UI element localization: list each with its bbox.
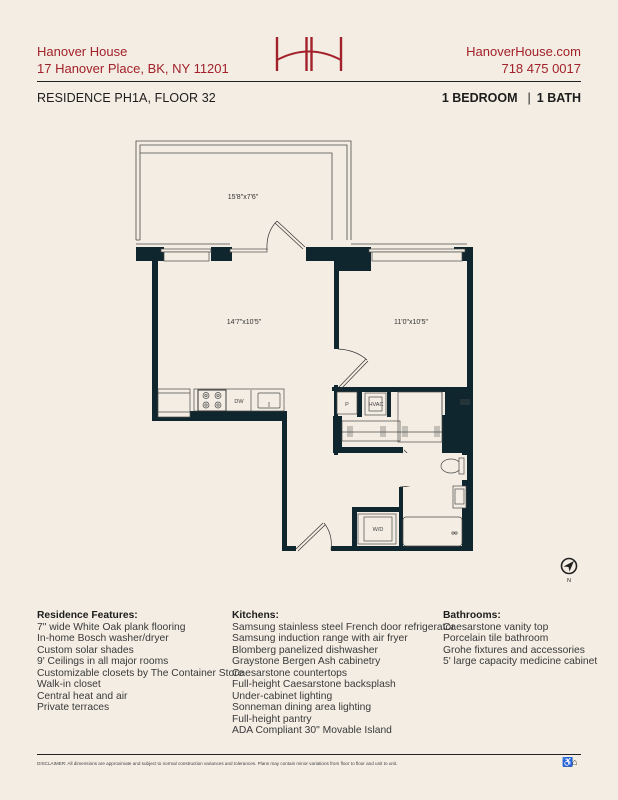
feature-item: Caesarstone countertops (232, 667, 348, 679)
website-link[interactable]: HanoverHouse.com (466, 44, 581, 59)
residence-title: RESIDENCE PH1A, FLOOR 32 (37, 91, 216, 105)
feature-item: 5' large capacity medicine cabinet (443, 656, 598, 667)
feature-item: Sonneman dining area lighting (232, 702, 372, 713)
bathroom-features-title: Bathrooms: (443, 610, 501, 621)
residence-features (37, 610, 243, 714)
feature-item: ADA Compliant 30" Movable Island (232, 725, 392, 736)
footer-divider (37, 754, 581, 755)
accessibility-icon: ♿ (562, 757, 574, 767)
hvac-label: HVAC (368, 402, 384, 408)
windows (136, 244, 467, 261)
north-arrow-icon (559, 556, 579, 584)
disclaimer-text: DISCLAIMER: All dimensions are approximate and subject to normal construction variances and tolerances. Plans may contain minor variations from floor to floor and unit to unit. (37, 761, 398, 766)
washer-dryer-label: W/D (372, 527, 384, 533)
property-address: 17 Hanover Place, BK, NY 11201 (37, 61, 229, 76)
bathroom-features (443, 610, 597, 668)
feature-item: Full-height Caesarstone backsplash (232, 679, 396, 690)
feature-item: Grohe fixtures and accessories (443, 644, 585, 656)
feature-item: 7" wide White Oak plank flooring (37, 621, 186, 633)
north-label: N (567, 578, 571, 584)
terrace-dimensions: 15'8"x7'6" (227, 194, 259, 201)
feature-item: Full-height pantry (232, 713, 312, 725)
living-room-dimensions: 14'7"x10'5" (226, 319, 262, 326)
feature-item: Samsung induction range with air fryer (232, 633, 408, 644)
equal-housing-icon: ⌂ (572, 757, 578, 767)
feature-item: Private terraces (37, 702, 110, 713)
dishwasher-label: DW (234, 399, 244, 405)
bedroom-dimensions: 11'0"x10'5" (394, 319, 428, 326)
feature-item: Customizable closets by The Container Store (37, 667, 244, 679)
feature-item: Graystone Bergen Ash cabinetry (232, 656, 381, 667)
bathroom-fixtures (403, 453, 466, 546)
kitchen-features (232, 610, 455, 737)
bedroom-count: 1 BEDROOM (441, 91, 518, 105)
feature-item: In-home Bosch washer/dryer (37, 633, 169, 644)
feature-item: Caesarstone vanity top (443, 621, 549, 633)
feature-item: Blomberg panelized dishwasher (232, 644, 378, 656)
feature-item: Under-cabinet lighting (232, 690, 333, 702)
feature-item: 9' Ceilings in all major rooms (37, 656, 169, 667)
summary-separator: | (527, 91, 531, 105)
feature-item: Central heat and air (37, 690, 128, 702)
terrace (136, 141, 351, 240)
property-name: Hanover House (37, 44, 128, 59)
bedroom-door (338, 349, 368, 390)
entry-door (296, 523, 331, 551)
kitchen-features-title: Kitchens: (232, 610, 279, 621)
feature-item: Custom solar shades (37, 644, 134, 656)
residence-features-title: Residence Features: (37, 610, 138, 621)
pantry-label: P (345, 402, 349, 408)
feature-item: Walk-in closet (37, 679, 101, 690)
terrace-door (267, 221, 305, 250)
feature-item: Samsung stainless steel French door refrigerator (232, 621, 455, 633)
phone-number: 718 475 0017 (501, 61, 581, 76)
bath-count: 1 BATH (536, 91, 581, 105)
feature-item: Porcelain tile bathroom (443, 633, 549, 644)
